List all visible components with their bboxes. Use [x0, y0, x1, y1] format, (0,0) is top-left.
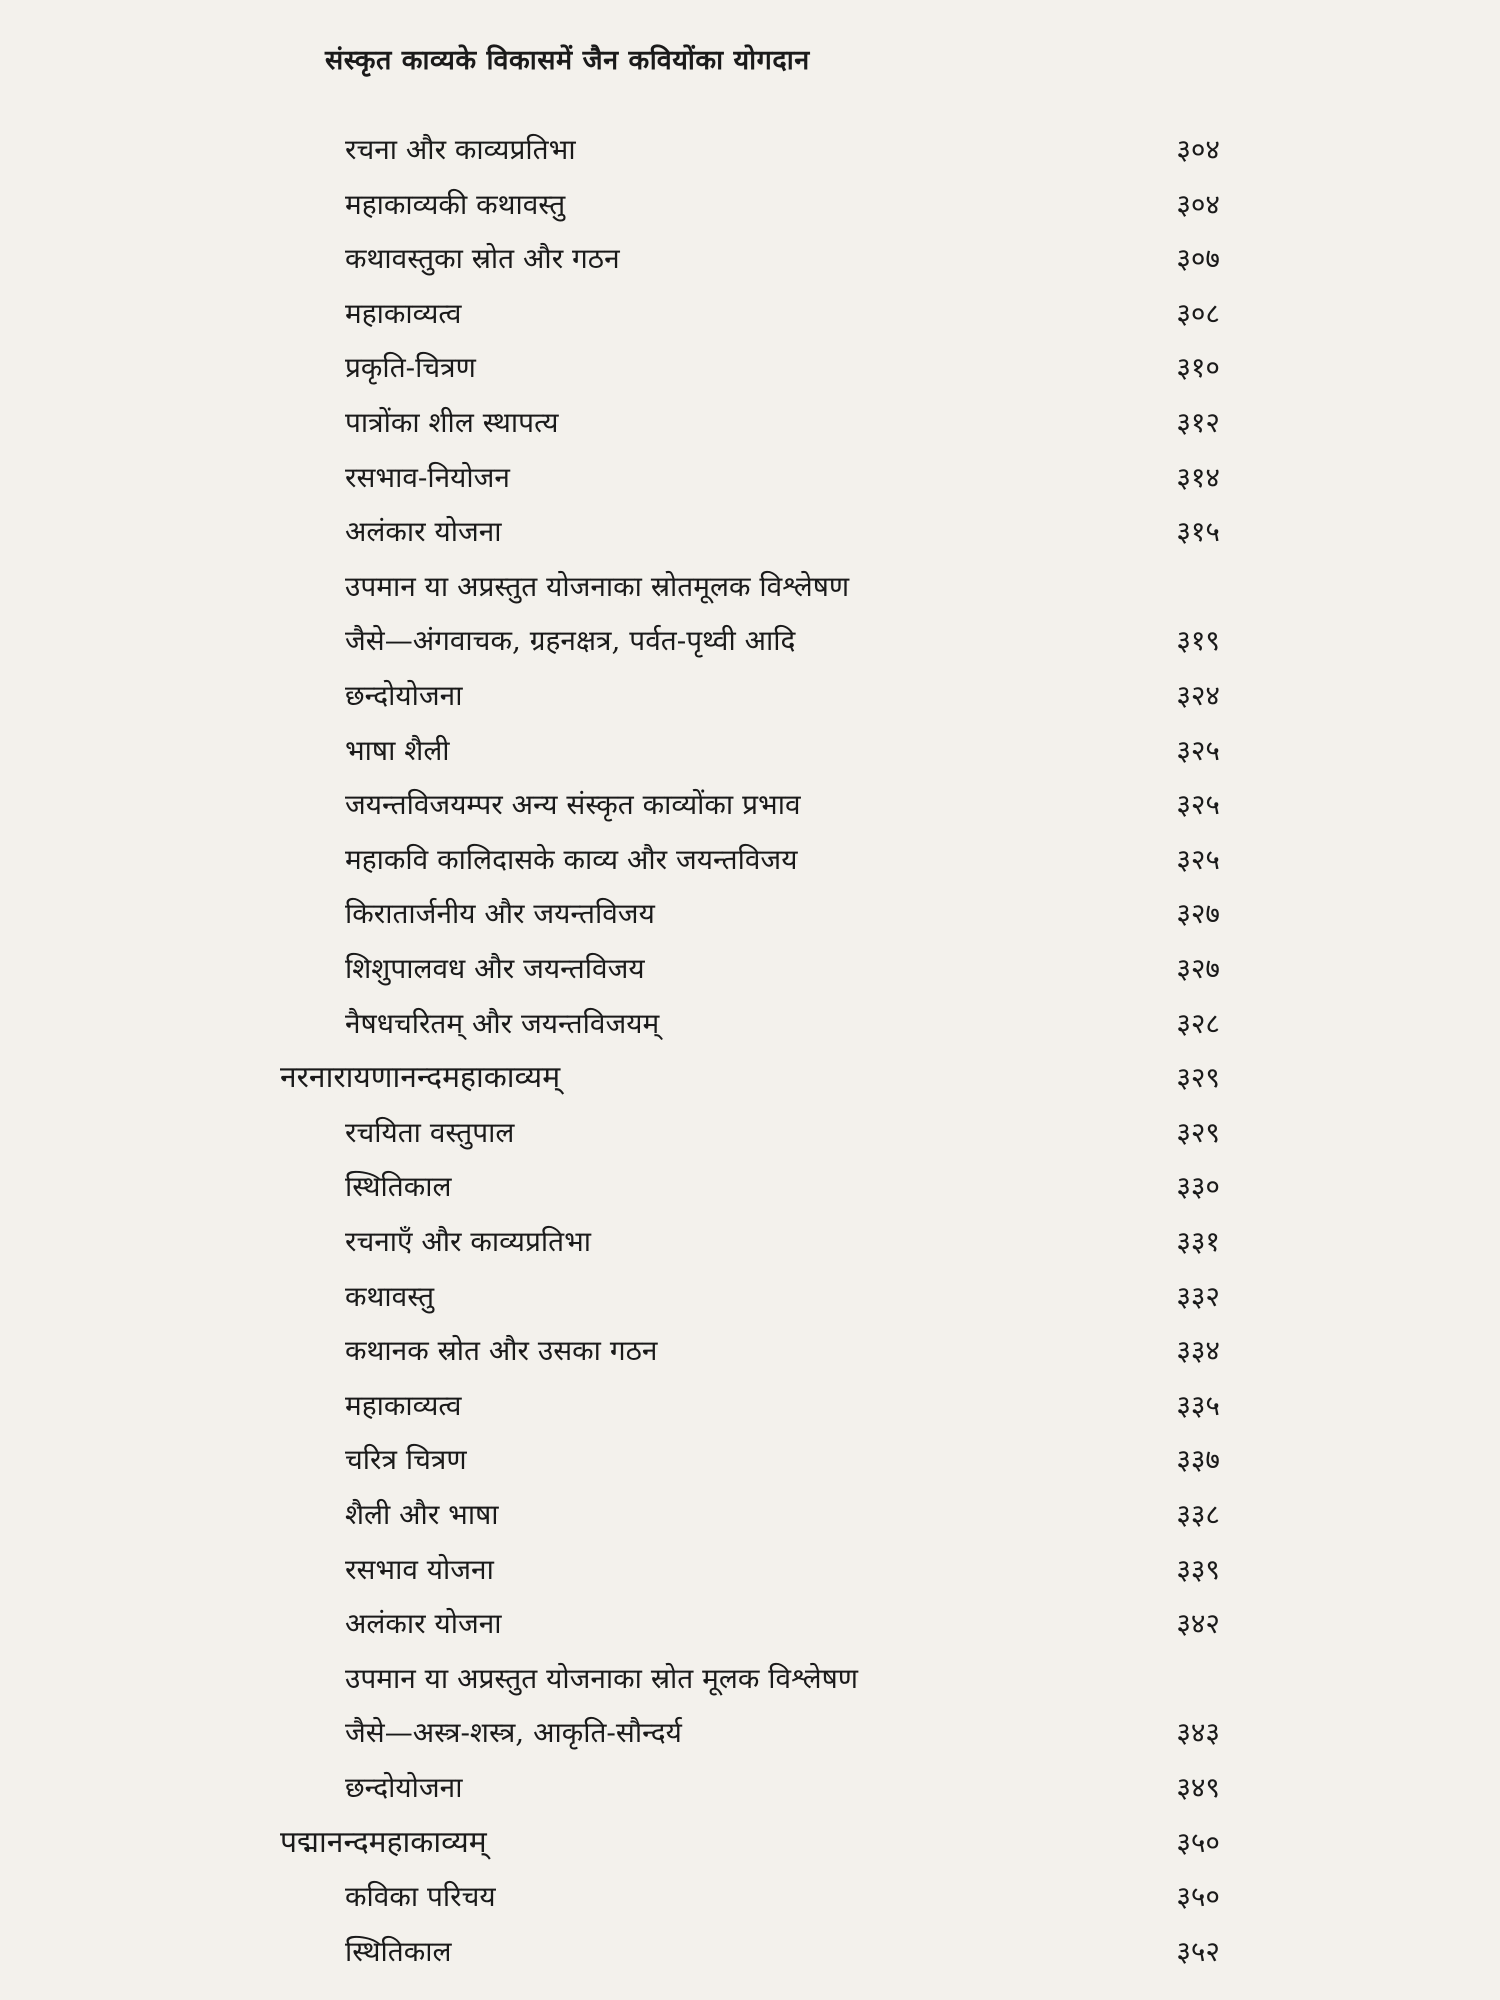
toc-entry-row — [0, 294, 1500, 334]
toc-entry-row — [0, 130, 1500, 170]
toc-entry-row — [0, 1877, 1500, 1917]
toc-entry-row — [0, 567, 1500, 607]
toc-entry-title: रसभाव-नियोजन — [345, 461, 510, 494]
toc-entry-title: चरित्र चित्रण — [345, 1443, 467, 1476]
toc-entry-title: महाकवि कालिदासके काव्य और जयन्तविजय — [345, 843, 798, 876]
toc-page-number: ३०७ — [1176, 242, 1220, 275]
toc-entry-row — [0, 458, 1500, 498]
running-header: संस्कृत काव्यके विकासमें जैन कवियोंका योगदान — [325, 45, 810, 76]
toc-entry-row — [0, 949, 1500, 989]
toc-entry-row — [0, 239, 1500, 279]
toc-entry-row — [0, 621, 1500, 661]
toc-page-number: ३०४ — [1176, 133, 1220, 166]
toc-entry-title: शैली और भाषा — [345, 1498, 499, 1531]
toc-page-number: ३१४ — [1176, 461, 1220, 494]
toc-page-number: ३३१ — [1176, 1225, 1220, 1258]
toc-page-number: ३२८ — [1176, 1007, 1220, 1040]
toc-entry-title: रचना और काव्यप्रतिभा — [345, 133, 576, 166]
toc-page-number: ३२७ — [1176, 952, 1220, 985]
toc-page-number: ३२७ — [1176, 897, 1220, 930]
toc-entry-title: महाकाव्यत्व — [345, 297, 462, 330]
toc-entry-row — [0, 1495, 1500, 1535]
toc-entry-title: उपमान या अप्रस्तुत योजनाका स्रोत मूलक विश्लेषण — [345, 1662, 859, 1695]
toc-page-number: ३३८ — [1176, 1498, 1220, 1531]
toc-entry-title: जयन्तविजयम्पर अन्य संस्कृत काव्योंका प्रभाव — [345, 788, 801, 821]
toc-chapter-row — [0, 1823, 1500, 1863]
toc-entry-title: जैसे—अस्त्र-शस्त्र, आकृति-सौन्दर्य — [345, 1716, 682, 1749]
toc-entry-title: रचयिता वस्तुपाल — [345, 1116, 515, 1149]
toc-entry-title: कविका परिचय — [345, 1880, 496, 1913]
toc-entry-title: जैसे—अंगवाचक, ग्रहनक्षत्र, पर्वत-पृथ्वी आदि — [345, 624, 796, 657]
toc-page-number: ३२९ — [1176, 1061, 1220, 1094]
toc-page-number: ३१९ — [1176, 624, 1220, 657]
toc-entry-title: स्थितिकाल — [345, 1935, 452, 1968]
toc-entry-row — [0, 1440, 1500, 1480]
toc-entry-title: अलंकार योजना — [345, 515, 502, 548]
toc-entry-title: शिशुपालवध और जयन्तविजय — [345, 952, 645, 985]
toc-page-number: ३३७ — [1176, 1443, 1220, 1476]
toc-page-number: ३५२ — [1176, 1935, 1220, 1968]
toc-entry-row — [0, 1113, 1500, 1153]
toc-page-number: ३१५ — [1176, 515, 1220, 548]
toc-entry-title: नैषधचरितम् और जयन्तविजयम् — [345, 1007, 660, 1040]
toc-entry-row — [0, 1768, 1500, 1808]
toc-entry-row — [0, 348, 1500, 388]
toc-page-number: ३०८ — [1176, 297, 1220, 330]
toc-entry-row — [0, 185, 1500, 225]
toc-entry-title: पात्रोंका शील स्थापत्य — [345, 406, 559, 439]
toc-entry-row — [0, 676, 1500, 716]
toc-page-number: ३३४ — [1176, 1334, 1220, 1367]
toc-page-number: ३२९ — [1176, 1116, 1220, 1149]
toc-entry-title: कथानक स्रोत और उसका गठन — [345, 1334, 658, 1367]
toc-entry-row — [0, 1222, 1500, 1262]
toc-entry-row — [0, 512, 1500, 552]
toc-entry-title: महाकाव्यकी कथावस्तु — [345, 188, 566, 221]
toc-entry-row — [0, 1659, 1500, 1699]
toc-page-number: ३२४ — [1176, 679, 1220, 712]
toc-entry-row — [0, 1550, 1500, 1590]
toc-page-number: ३३९ — [1176, 1553, 1220, 1586]
toc-entry-title: भाषा शैली — [345, 734, 450, 767]
toc-entry-row — [0, 1331, 1500, 1371]
toc-entry-title: उपमान या अप्रस्तुत योजनाका स्रोतमूलक विश्लेषण — [345, 570, 850, 603]
toc-page-number: ३४२ — [1176, 1607, 1220, 1640]
toc-entry-title: छन्दोयोजना — [345, 1771, 463, 1804]
toc-entry-row — [0, 1277, 1500, 1317]
toc-page-number: ३१० — [1176, 351, 1220, 384]
toc-page-number: ३२५ — [1176, 788, 1220, 821]
toc-entry-title: कथावस्तुका स्रोत और गठन — [345, 242, 620, 275]
toc-entry-row — [0, 1004, 1500, 1044]
toc-entry-row — [0, 731, 1500, 771]
toc-entry-title: महाकाव्यत्व — [345, 1389, 462, 1422]
toc-page-number: ३३२ — [1176, 1280, 1220, 1313]
toc-entry-row — [0, 1604, 1500, 1644]
toc-entry-row — [0, 1932, 1500, 1972]
toc-entry-title: रचनाएँ और काव्यप्रतिभा — [345, 1225, 592, 1258]
toc-entry-title: छन्दोयोजना — [345, 679, 463, 712]
toc-entry-title: प्रकृति-चित्रण — [345, 351, 476, 384]
toc-entry-title: पद्मानन्दमहाकाव्यम् — [280, 1825, 487, 1860]
toc-entry-title: रसभाव योजना — [345, 1553, 494, 1586]
toc-entry-row — [0, 1167, 1500, 1207]
toc-page-number: ३१२ — [1176, 406, 1220, 439]
toc-page-number: ३५० — [1176, 1826, 1220, 1859]
toc-page-number: ३२५ — [1176, 734, 1220, 767]
toc-entry-title: कथावस्तु — [345, 1280, 435, 1313]
toc-entry-row — [0, 785, 1500, 825]
toc-page-number: ३०४ — [1176, 188, 1220, 221]
toc-entry-row — [0, 840, 1500, 880]
toc-entry-title: स्थितिकाल — [345, 1170, 452, 1203]
toc-page-number: ३५० — [1176, 1880, 1220, 1913]
toc-entry-row — [0, 403, 1500, 443]
toc-entry-row — [0, 894, 1500, 934]
toc-entry-title: किरातार्जनीय और जयन्तविजय — [345, 897, 655, 930]
toc-page-number: ३४९ — [1176, 1771, 1220, 1804]
toc-entry-title: अलंकार योजना — [345, 1607, 502, 1640]
toc-page-number: ३४३ — [1176, 1716, 1220, 1749]
toc-page-number: ३३० — [1176, 1170, 1220, 1203]
toc-page-number: ३२५ — [1176, 843, 1220, 876]
toc-page-number: ३३५ — [1176, 1389, 1220, 1422]
toc-entry-row — [0, 1386, 1500, 1426]
toc-entry-title: नरनारायणानन्दमहाकाव्यम् — [280, 1060, 561, 1095]
toc-chapter-row — [0, 1058, 1500, 1098]
toc-entry-row — [0, 1713, 1500, 1753]
